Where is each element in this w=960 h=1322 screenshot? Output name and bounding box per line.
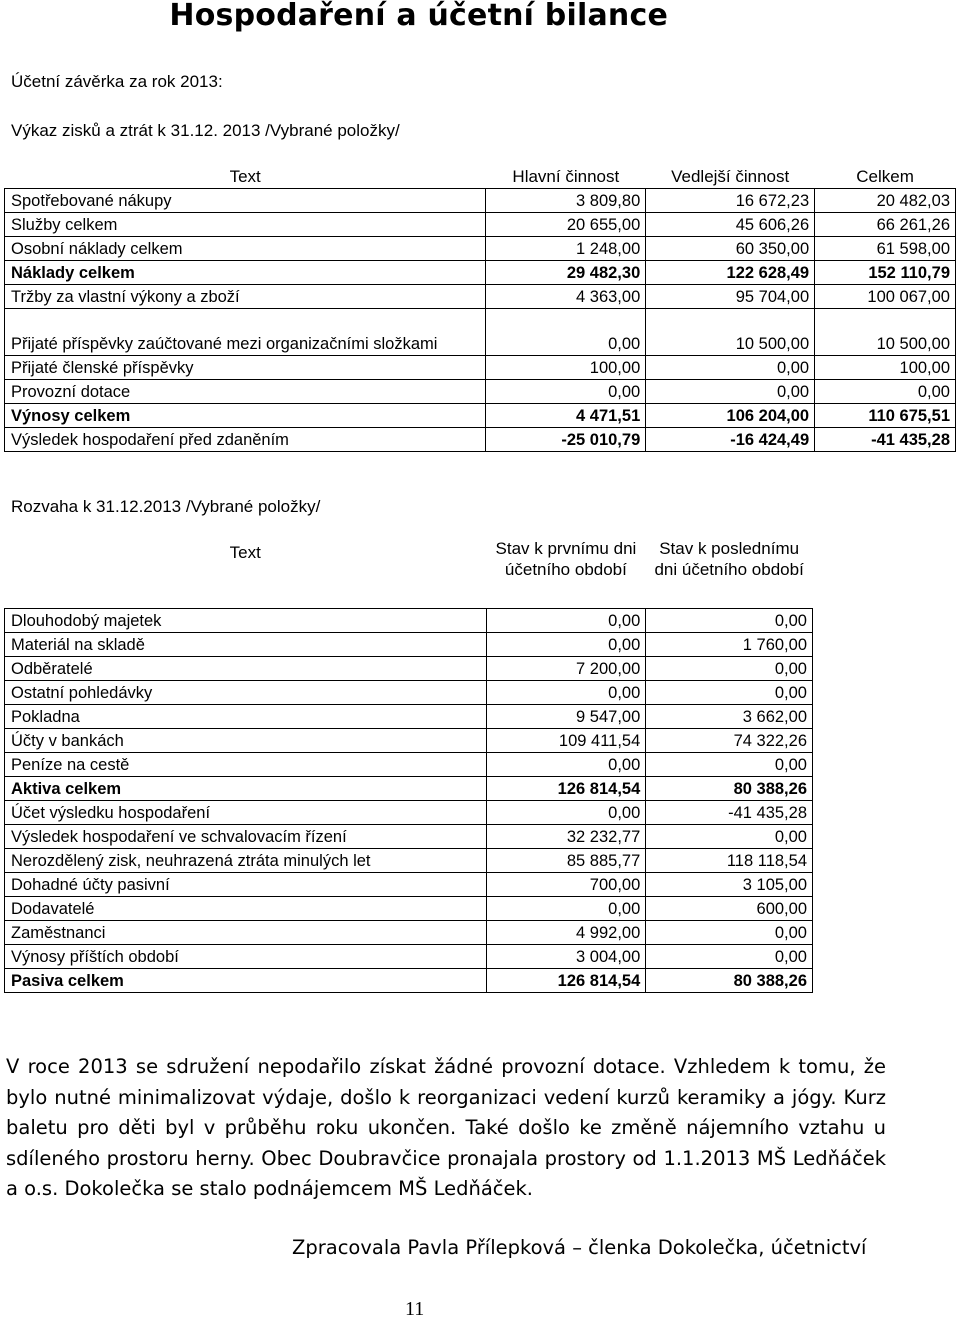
balance-sheet-table (4, 538, 813, 993)
report-subtitle: Účetní závěrka za rok 2013: (11, 72, 223, 91)
row-end: 600,00 (646, 897, 813, 921)
row-label: Dohadné účty pasivní (5, 873, 487, 897)
row-side: 45 606,26 (646, 213, 815, 237)
row-main: 0,00 (486, 309, 646, 356)
row-main: 3 809,80 (486, 189, 646, 213)
row-start: 700,00 (486, 873, 646, 897)
row-start: 85 885,77 (486, 849, 646, 873)
header-side: Vedlejší činnost (671, 166, 790, 186)
row-start: 4 992,00 (486, 921, 646, 945)
table-row (5, 825, 813, 849)
row-start: 32 232,77 (486, 825, 646, 849)
table-header (5, 538, 813, 609)
row-total: 152 110,79 (815, 261, 956, 285)
row-label: Účty v bankách (5, 729, 487, 753)
row-label: Výnosy příštích období (5, 945, 487, 969)
income-statement-title: Výkaz zisků a ztrát k 31.12. 2013 /Vybrané položky/ (11, 121, 400, 140)
table-row (5, 404, 956, 428)
row-total: 100,00 (815, 356, 956, 380)
page-title: Hospodaření a účetní bilance (169, 0, 668, 33)
row-label: Zaměstnanci (5, 921, 487, 945)
table-row (5, 356, 956, 380)
row-end: 0,00 (646, 921, 813, 945)
row-side: 0,00 (646, 356, 815, 380)
header-text: Text (229, 166, 261, 186)
row-label: Peníze na cestě (5, 753, 487, 777)
table-row (5, 897, 813, 921)
row-label: Nerozdělený zisk, neuhrazená ztráta minulých let (5, 849, 487, 873)
table-row (5, 729, 813, 753)
row-label: Služby celkem (5, 213, 486, 237)
row-label: Přijaté příspěvky zaúčtované mezi organizačními složkami (5, 309, 486, 356)
table-row (5, 309, 956, 356)
row-main: -25 010,79 (486, 428, 646, 452)
table-row (5, 380, 956, 404)
table-row (5, 428, 956, 452)
row-end: 0,00 (646, 609, 813, 633)
row-end: 3 662,00 (646, 705, 813, 729)
row-start: 0,00 (486, 801, 646, 825)
row-start: 0,00 (486, 897, 646, 921)
table-row (5, 753, 813, 777)
table-row (5, 285, 956, 309)
table-header (5, 165, 956, 189)
table-row (5, 873, 813, 897)
row-label: Ostatní pohledávky (5, 681, 487, 705)
row-total: 66 261,26 (815, 213, 956, 237)
row-total: 110 675,51 (815, 404, 956, 428)
row-label: Tržby za vlastní výkony a zboží (5, 285, 486, 309)
row-end: 0,00 (646, 753, 813, 777)
row-side: 106 204,00 (646, 404, 815, 428)
row-label: Účet výsledku hospodaření (5, 801, 487, 825)
table-row (5, 705, 813, 729)
table-row (5, 945, 813, 969)
table-row (5, 633, 813, 657)
header-text: Text (229, 543, 261, 562)
row-end: 80 388,26 (646, 969, 813, 993)
row-start: 9 547,00 (486, 705, 646, 729)
row-total: 20 482,03 (815, 189, 956, 213)
row-side: 0,00 (646, 380, 815, 404)
table-row (5, 969, 813, 993)
table-row (5, 213, 956, 237)
row-side: 95 704,00 (646, 285, 815, 309)
row-side: 16 672,23 (646, 189, 815, 213)
row-main: 20 655,00 (486, 213, 646, 237)
row-main: 1 248,00 (486, 237, 646, 261)
row-main: 4 471,51 (486, 404, 646, 428)
row-main: 0,00 (486, 380, 646, 404)
table-row (5, 921, 813, 945)
row-label: Pasiva celkem (5, 969, 487, 993)
row-label: Náklady celkem (5, 261, 486, 285)
table-row (5, 237, 956, 261)
row-start: 0,00 (486, 609, 646, 633)
row-main: 29 482,30 (486, 261, 646, 285)
table-row (5, 609, 813, 633)
row-label: Dlouhodobý majetek (5, 609, 487, 633)
row-start: 0,00 (486, 633, 646, 657)
row-end: 0,00 (646, 657, 813, 681)
header-total: Celkem (856, 166, 914, 186)
table-row (5, 189, 956, 213)
row-end: -41 435,28 (646, 801, 813, 825)
row-start: 3 004,00 (486, 945, 646, 969)
table-row (5, 801, 813, 825)
row-start: 0,00 (486, 753, 646, 777)
row-start: 109 411,54 (486, 729, 646, 753)
row-label: Přijaté členské příspěvky (5, 356, 486, 380)
row-label: Dodavatelé (5, 897, 487, 921)
table-row (5, 657, 813, 681)
row-total: -41 435,28 (815, 428, 956, 452)
row-side: 10 500,00 (646, 309, 815, 356)
row-start: 7 200,00 (486, 657, 646, 681)
row-label: Osobní náklady celkem (5, 237, 486, 261)
row-label: Provozní dotace (5, 380, 486, 404)
row-label: Spotřebované nákupy (5, 189, 486, 213)
row-side: 122 628,49 (646, 261, 815, 285)
header-start: Stav k prvnímu dni účetního období (495, 539, 637, 579)
table-row (5, 681, 813, 705)
row-end: 1 760,00 (646, 633, 813, 657)
row-total: 61 598,00 (815, 237, 956, 261)
row-label: Výnosy celkem (5, 404, 486, 428)
balance-sheet-title: Rozvaha k 31.12.2013 /Vybrané položky/ (11, 497, 321, 516)
table-row (5, 849, 813, 873)
row-main: 4 363,00 (486, 285, 646, 309)
row-side: -16 424,49 (646, 428, 815, 452)
row-end: 3 105,00 (646, 873, 813, 897)
row-label: Odběratelé (5, 657, 487, 681)
row-label: Aktiva celkem (5, 777, 487, 801)
table-row (5, 261, 956, 285)
row-end: 0,00 (646, 825, 813, 849)
income-statement-table (4, 165, 956, 452)
row-start: 0,00 (486, 681, 646, 705)
row-side: 60 350,00 (646, 237, 815, 261)
row-start: 126 814,54 (486, 969, 646, 993)
row-label: Výsledek hospodaření před zdaněním (5, 428, 486, 452)
header-main: Hlavní činnost (512, 166, 620, 186)
row-end: 80 388,26 (646, 777, 813, 801)
row-main: 100,00 (486, 356, 646, 380)
row-total: 10 500,00 (815, 309, 956, 356)
row-label: Pokladna (5, 705, 487, 729)
row-end: 0,00 (646, 681, 813, 705)
row-label: Výsledek hospodaření ve schvalovacím řízení (5, 825, 487, 849)
row-label: Materiál na skladě (5, 633, 487, 657)
row-total: 100 067,00 (815, 285, 956, 309)
table-row (5, 777, 813, 801)
summary-paragraph: V roce 2013 se sdružení nepodařilo získat žádné provozní dotace. Vzhledem k tomu, že bylo nutné minimalizovat výdaje, došlo k reorganizaci vedení kurzů keramiky a jógy. Kurz baletu pro děti byl v průběhu roku ukončen. Také došlo ke změně nájemního vztahu u sdíleného prostoru herny. Obec Doubravčice pronajala prostory od 1.1.2013 MŠ Ledňáček a o.s. Dokolečka se stalo podnájemcem MŠ Ledňáček. (6, 1055, 886, 1201)
signature-line: Zpracovala Pavla Přílepková – členka Dokolečka, účetnictví (292, 1236, 867, 1259)
header-end: Stav k poslednímu dni účetního období (654, 539, 804, 579)
row-end: 74 322,26 (646, 729, 813, 753)
row-total: 0,00 (815, 380, 956, 404)
page-number: 11 (405, 1298, 425, 1320)
row-end: 0,00 (646, 945, 813, 969)
row-end: 118 118,54 (646, 849, 813, 873)
row-start: 126 814,54 (486, 777, 646, 801)
